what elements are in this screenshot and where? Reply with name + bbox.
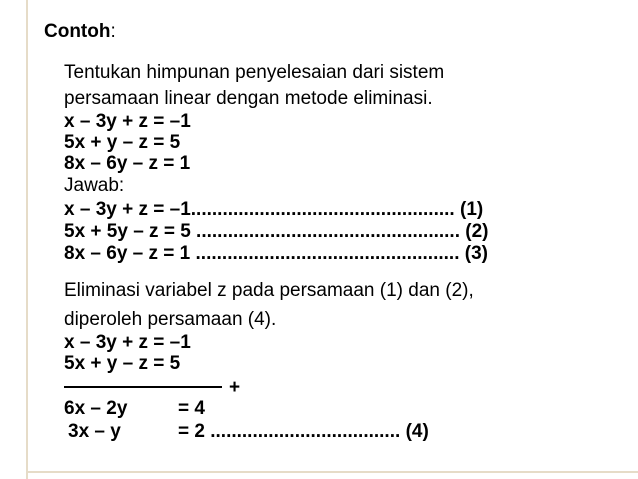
result-rhs-2: = 2 .................................... (4) (178, 421, 429, 442)
system-eq-2: 5x + y – z = 5 (64, 132, 181, 153)
example-heading: Contoh: (44, 21, 116, 42)
plus-sign: + (229, 377, 241, 398)
numbered-eq-1: x – 3y + z = –1.................................................. (1) (64, 199, 484, 220)
intro-line-1: Tentukan himpunan penyelesaian dari sistem (64, 62, 445, 83)
jawab-label: Jawab: (64, 175, 125, 196)
intro-line-2: persamaan linear dengan metode eliminasi. (64, 88, 433, 109)
bottom-border (26, 471, 638, 473)
sum-line (64, 386, 222, 388)
left-border (26, 0, 28, 479)
numbered-eq-2: 5x + 5y – z = 5 .................................................. (2) (64, 221, 489, 242)
system-eq-1: x – 3y + z = –1 (64, 111, 191, 132)
result-lhs-2: 3x – y (68, 421, 121, 442)
work-eq-2: 5x + y – z = 5 (64, 353, 181, 374)
elimination-line-1: Eliminasi variabel z pada persamaan (1) dan (2), (64, 280, 474, 301)
work-eq-1: x – 3y + z = –1 (64, 332, 191, 353)
result-rhs-1: = 4 (178, 398, 205, 419)
system-eq-3: 8x – 6y – z = 1 (64, 153, 191, 174)
elimination-line-2: diperoleh persamaan (4). (64, 309, 277, 330)
result-lhs-1: 6x – 2y (64, 398, 128, 419)
numbered-eq-3: 8x – 6y – z = 1 .................................................. (3) (64, 243, 488, 264)
